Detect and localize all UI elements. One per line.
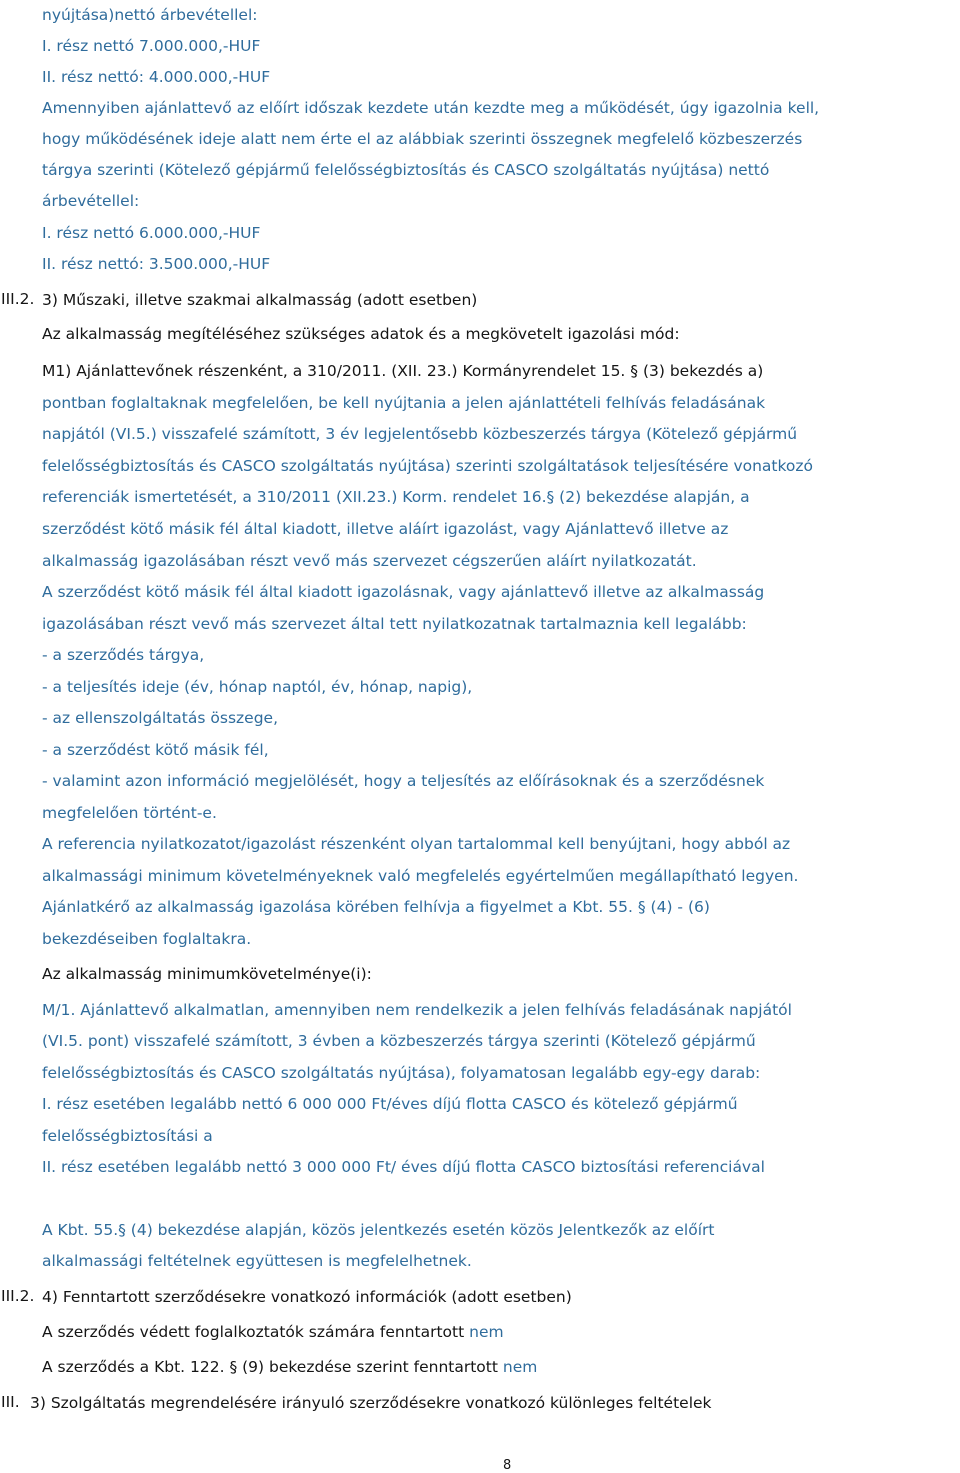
list-item: - az ellenszolgáltatás összege, <box>42 709 278 727</box>
list-item: - a teljesítés ideje (év, hónap naptól, év, hónap, napig), <box>42 678 473 696</box>
text-line: II. rész nettó: 4.000.000,-HUF <box>42 68 271 86</box>
body-line: II. rész esetében legalább nettó 3 000 000 Ft/ éves díjú flotta CASCO biztosítási referenciával <box>42 1158 765 1176</box>
minimum-heading: Az alkalmasság minimumkövetelménye(i): <box>42 965 372 983</box>
body-line: felelősségbiztosítás és CASCO szolgáltatás nyújtása) szerinti szolgáltatások teljesítésére vonatkozó <box>42 457 814 475</box>
subheading: Az alkalmasság megítéléséhez szükséges adatok és a megkövetelt igazolási mód: <box>42 325 680 343</box>
reserved-line <box>42 1357 537 1377</box>
body-line: alkalmassági feltételnek együttesen is megfelelhetnek. <box>42 1252 472 1270</box>
text-line: Amennyiben ajánlattevő az előírt időszak kezdete után kezdte meg a működését, úgy igazolnia kell, <box>42 99 820 117</box>
text-line: I. rész nettó 7.000.000,-HUF <box>42 37 261 55</box>
text-line: árbevétellel: <box>42 192 140 210</box>
text-line: I. rész nettó 6.000.000,-HUF <box>42 224 261 242</box>
body-line: alkalmasság igazolásában részt vevő más szervezet cégszerűen aláírt nyilatkozatát. <box>42 552 697 570</box>
section-number: III.2. <box>1 290 35 308</box>
body-line: A referencia nyilatkozatot/igazolást részenként olyan tartalommal kell benyújtani, hogy abból az <box>42 835 791 853</box>
text-line: nyújtása)nettó árbevétellel: <box>42 6 258 24</box>
reserved-value: nem <box>469 1323 504 1341</box>
section-number: III.2. <box>1 1287 35 1305</box>
body-line: alkalmassági minimum követelményeknek való megfelelés egyértelműen megállapítható legyen. <box>42 867 799 885</box>
body-line: referenciák ismertetését, a 310/2011 (XII.23.) Korm. rendelet 16.§ (2) bekezdése alapján, a <box>42 488 750 506</box>
section-number: III. <box>1 1393 20 1411</box>
body-line: felelősségbiztosítási a <box>42 1127 213 1145</box>
body-line: M/1. Ajánlattevő alkalmatlan, amennyiben nem rendelkezik a jelen felhívás feladásának napjától <box>42 1001 792 1019</box>
section-heading: 4) Fenntartott szerződésekre vonatkozó információk (adott esetben) <box>42 1288 572 1306</box>
section-heading: 3) Szolgáltatás megrendelésére irányuló szerződésekre vonatkozó különleges feltételek <box>30 1394 712 1412</box>
body-line: szerződést kötő másik fél által kiadott, illetve aláírt igazolást, vagy Ajánlattevő illetve az <box>42 520 729 538</box>
body-line: igazolásában részt vevő más szervezet által tett nyilatkozatnak tartalmaznia kell legalább: <box>42 615 747 633</box>
page-number: 8 <box>503 1458 512 1473</box>
body-line: (VI.5. pont) visszafelé számított, 3 évben a közbeszerzés tárgya szerinti (Kötelező gépjármű <box>42 1032 756 1050</box>
reserved-label: A szerződés a Kbt. 122. § (9) bekezdése szerint fenntartott <box>42 1358 503 1376</box>
list-item: - valamint azon információ megjelölését, hogy a teljesítés az előírásoknak és a szerződésnek <box>42 772 765 790</box>
body-line: megfelelően történt-e. <box>42 804 217 822</box>
reserved-label: A szerződés védett foglalkoztatók számára fenntartott <box>42 1323 470 1341</box>
text-line: tárgya szerinti (Kötelező gépjármű felelősségbiztosítás és CASCO szolgáltatás nyújtása) nettó <box>42 161 770 179</box>
body-line: Ajánlatkérő az alkalmasság igazolása körében felhívja a figyelmet a Kbt. 55. § (4) - (6) <box>42 898 710 916</box>
reserved-value: nem <box>502 1358 538 1376</box>
body-line: pontban foglaltaknak megfelelően, be kell nyújtania a jelen ajánlattételi felhívás feladásának <box>42 394 766 412</box>
body-line: felelősségbiztosítás és CASCO szolgáltatás nyújtása), folyamatosan legalább egy-egy darab: <box>42 1064 761 1082</box>
body-line: napjától (VI.5.) visszafelé számított, 3 év legjelentősebb közbeszerzés tárgya (Kötelező gépjármű <box>42 425 798 443</box>
list-item: - a szerződést kötő másik fél, <box>42 741 269 759</box>
section-heading: 3) Műszaki, illetve szakmai alkalmasság (adott esetben) <box>42 291 478 309</box>
list-item: - a szerződés tárgya, <box>42 646 205 664</box>
body-line: A szerződést kötő másik fél által kiadott igazolásnak, vagy ajánlattevő illetve az alkalmasság <box>42 583 765 601</box>
text-line: hogy működésének ideje alatt nem érte el az alábbiak szerinti összegnek megfelelő közbeszerzés <box>42 130 803 148</box>
body-line: A Kbt. 55.§ (4) bekezdése alapján, közös jelentkezés esetén közös Jelentkezők az előírt <box>42 1221 715 1239</box>
text-line: II. rész nettó: 3.500.000,-HUF <box>42 255 271 273</box>
reserved-line <box>42 1322 504 1342</box>
body-line: bekezdéseiben foglaltakra. <box>42 930 252 948</box>
body-line: M1) Ajánlattevőnek részenként, a 310/2011. (XII. 23.) Kormányrendelet 15. § (3) bekezdés a) <box>42 362 764 380</box>
body-line: I. rész esetében legalább nettó 6 000 000 Ft/éves díjú flotta CASCO és kötelező gépjármű <box>42 1095 738 1113</box>
